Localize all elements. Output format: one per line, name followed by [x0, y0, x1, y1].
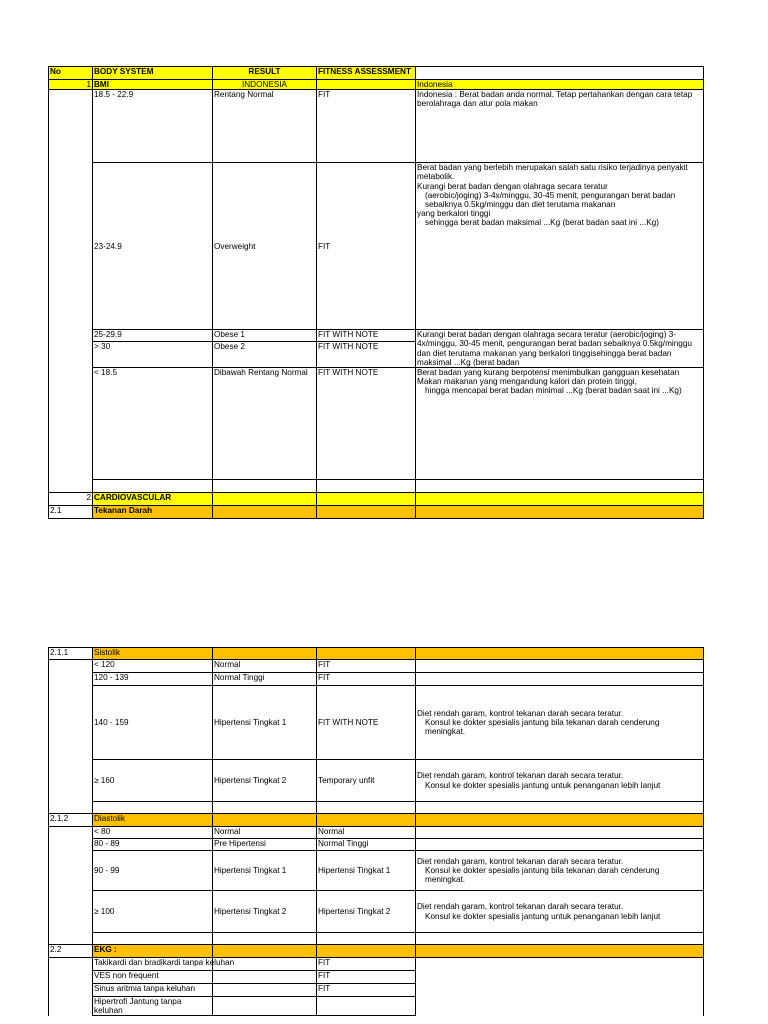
cell-no	[49, 660, 93, 673]
tekanan-title: Tekanan Darah	[93, 506, 213, 519]
note-line: Konsul ke dokter spesialis jantung untuk penanganan lebih lanjut	[425, 780, 661, 790]
cell	[416, 506, 704, 519]
sistolik-result: Hipertensi Tingkat 1	[213, 686, 317, 760]
cell	[213, 802, 317, 814]
ekg-row	[49, 984, 704, 997]
ekg-fit: FIT	[317, 958, 416, 971]
note-line: Konsul ke dokter spesialis jantung bila tekanan darah cenderung	[425, 865, 660, 875]
cell	[213, 971, 317, 984]
note-line: meningkat.	[425, 727, 466, 737]
header-body-system: BODY SYSTEM	[93, 67, 213, 80]
bmi-result: Dibawah Rentang Normal	[213, 368, 317, 480]
cell	[93, 480, 213, 493]
cell-no	[49, 997, 93, 1016]
sistolik-row	[49, 686, 704, 760]
sistolik-range: 140 - 159	[93, 686, 213, 760]
ekg-fit	[317, 997, 416, 1016]
note-line: Berat badan yang berlebih merupakan salah satu risiko terjadinya penyakit metabolik.	[417, 163, 688, 182]
note-line: Kurangi berat badan dengan olahraga secara teratur	[417, 181, 608, 191]
diastolik-result: Hipertensi Tingkat 1	[213, 851, 317, 891]
bmi-note-hdr: Indonesia	[416, 80, 704, 90]
cell	[93, 933, 213, 945]
bmi-range: 18.5 - 22.9	[93, 90, 213, 163]
cell-no	[49, 330, 93, 342]
sistolik-result: Normal Tinggi	[213, 673, 317, 686]
bmi-fit: FIT WITH NOTE	[317, 330, 416, 342]
cell-no	[49, 851, 93, 891]
bmi-range: 25-29.9	[93, 330, 213, 342]
cell	[317, 814, 416, 827]
bmi-fit-hdr	[317, 80, 416, 90]
cell	[416, 958, 704, 971]
bmi-fit: FIT WITH NOTE	[317, 342, 416, 368]
cell-no	[49, 368, 93, 480]
cell	[416, 660, 704, 673]
bmi-result-hdr: INDONESIA	[213, 80, 317, 90]
sistolik-fit: FIT	[317, 673, 416, 686]
cell	[416, 493, 704, 506]
ekg-label: Sinus aritmia tanpa keluhan	[93, 984, 213, 997]
cell	[416, 814, 704, 827]
bmi-fit: FIT WITH NOTE	[317, 368, 416, 480]
header-extra	[416, 67, 704, 80]
sistolik-note	[416, 760, 704, 802]
cell	[49, 802, 93, 814]
note-line: Konsul ke dokter spesialis jantung untuk penanganan lebih lanjut	[425, 911, 661, 921]
bmi-result: Obese 2	[213, 342, 317, 368]
cell-no	[49, 673, 93, 686]
cell	[213, 933, 317, 945]
cell	[416, 673, 704, 686]
sistolik-range: < 120	[93, 660, 213, 673]
bmi-header-row	[49, 80, 704, 90]
bmi-range: > 30	[93, 342, 213, 368]
diastolik-row	[49, 891, 704, 933]
header-no: No	[49, 67, 93, 80]
cell-no	[49, 163, 93, 330]
cell	[213, 648, 317, 660]
cell-no	[49, 958, 93, 971]
tekanan-row	[49, 506, 704, 519]
cell-no	[49, 984, 93, 997]
note-line: hingga mencapai berat badan minimal ...Kg (berat badan saat ini ...Kg)	[425, 386, 682, 396]
diastolik-fit: Normal	[317, 827, 416, 839]
ekg-row	[49, 958, 704, 971]
cell	[317, 802, 416, 814]
cell	[317, 933, 416, 945]
sistolik-result: Normal	[213, 660, 317, 673]
cell-no	[49, 686, 93, 760]
diastolik-no: 2.1.2	[49, 814, 93, 827]
sistolik-row	[49, 760, 704, 802]
bmi-table	[48, 66, 704, 519]
note-line: Diet rendah garam, kontrol tekanan darah secara teratur.	[417, 856, 624, 866]
cell	[317, 648, 416, 660]
sistolik-no: 2.1.1	[49, 648, 93, 660]
diastolik-result: Normal	[213, 827, 317, 839]
ekg-row	[49, 971, 704, 984]
cell	[317, 945, 416, 958]
cell	[416, 984, 704, 997]
diastolik-header-row	[49, 814, 704, 827]
cell	[213, 506, 317, 519]
header-row	[49, 67, 704, 80]
diastolik-range: < 80	[93, 827, 213, 839]
cell	[416, 945, 704, 958]
cell-no	[49, 760, 93, 802]
cell	[213, 945, 317, 958]
sheet-block-2	[48, 647, 703, 1016]
sistolik-fit: FIT	[317, 660, 416, 673]
cell	[213, 493, 317, 506]
ekg-label: Takikardi dan bradikardi tanpa keluhan	[93, 958, 213, 971]
diastolik-fit: Hipertensi Tingkat 2	[317, 891, 416, 933]
diastolik-range: 90 - 99	[93, 851, 213, 891]
note-line: sehingga berat badan maksimal ...Kg (berat badan saat ini ...Kg)	[425, 218, 659, 228]
cell	[416, 648, 704, 660]
bmi-note	[416, 163, 704, 330]
bp-table	[48, 647, 704, 1016]
bmi-result: Rentang Normal	[213, 90, 317, 163]
note-line: Diet rendah garam, kontrol tekanan darah secara teratur.	[417, 902, 624, 912]
cell	[213, 480, 317, 493]
spacer-row	[49, 480, 704, 493]
bmi-fit: FIT	[317, 163, 416, 330]
bmi-fit: FIT	[317, 90, 416, 163]
cell	[416, 802, 704, 814]
bmi-title: BMI	[93, 80, 213, 90]
diastolik-row	[49, 827, 704, 839]
spacer-row	[49, 933, 704, 945]
cell	[49, 480, 93, 493]
cell-no	[49, 891, 93, 933]
bmi-no: 1	[49, 80, 93, 90]
cell-no	[49, 342, 93, 368]
note-line: Diet rendah garam, kontrol tekanan darah secara teratur.	[417, 708, 624, 718]
bmi-row-overweight	[49, 163, 704, 330]
diastolik-row	[49, 839, 704, 851]
note-line: meningkat.	[425, 875, 466, 885]
bmi-note	[416, 368, 704, 480]
sistolik-fit: FIT WITH NOTE	[317, 686, 416, 760]
diastolik-title: Diastolik	[93, 814, 213, 827]
cell	[317, 493, 416, 506]
sheet-block-1	[48, 66, 703, 519]
sistolik-row	[49, 660, 704, 673]
bmi-note: Indonesia : Berat badan anda normal. Tetap pertahankan dengan cara tetap berolahraga dan atur pola makan	[416, 90, 704, 163]
sistolik-range: ≥ 160	[93, 760, 213, 802]
cell-no	[49, 90, 93, 163]
bmi-range: 23-24.9	[93, 163, 213, 330]
diastolik-row	[49, 851, 704, 891]
ekg-label: VES non frequent	[93, 971, 213, 984]
header-result: RESULT	[213, 67, 317, 80]
bmi-note: Kurangi berat badan dengan olahraga secara teratur (aerobic/joging) 3-4x/minggu, 30-45 menit, pengurangan berat badan sebaiknya 0.5kg/minggu dan diet terutama makanan yang berkalori tinggisehingga berat badan maksimal ...Kg (berat badan	[416, 330, 704, 368]
ekg-no: 2.2	[49, 945, 93, 958]
ekg-fit: FIT	[317, 984, 416, 997]
sistolik-title: Sistolik	[93, 648, 213, 660]
diastolik-result: Pre Hipertensi	[213, 839, 317, 851]
cell	[317, 480, 416, 493]
diastolik-note	[416, 851, 704, 891]
cell	[416, 827, 704, 839]
tekanan-no: 2.1	[49, 506, 93, 519]
cell	[416, 997, 704, 1016]
bmi-result: Overweight	[213, 163, 317, 330]
cell	[416, 933, 704, 945]
header-fitness: FITNESS ASSESSMENT	[317, 67, 416, 80]
cell	[416, 480, 704, 493]
sistolik-row	[49, 673, 704, 686]
diastolik-result: Hipertensi Tingkat 2	[213, 891, 317, 933]
sistolik-range: 120 - 139	[93, 673, 213, 686]
cardio-no: 2	[49, 493, 93, 506]
ekg-row	[49, 997, 704, 1016]
bmi-row-underweight	[49, 368, 704, 480]
cell	[213, 814, 317, 827]
sistolik-result: Hipertensi Tingkat 2	[213, 760, 317, 802]
cell-no	[49, 839, 93, 851]
diastolik-range: ≥ 100	[93, 891, 213, 933]
spacer-row	[49, 802, 704, 814]
bmi-row-normal	[49, 90, 704, 163]
diastolik-fit: Hipertensi Tingkat 1	[317, 851, 416, 891]
cardio-row	[49, 493, 704, 506]
sistolik-note	[416, 686, 704, 760]
cardio-title: CARDIOVASCULAR	[93, 493, 213, 506]
note-line: Makan makanan yang mengandung kalori dan protein tinggi,	[417, 377, 637, 387]
note-line: Konsul ke dokter spesialis jantung bila tekanan darah cenderung	[425, 717, 660, 727]
cell	[317, 506, 416, 519]
bmi-result: Obese 1	[213, 330, 317, 342]
cell	[213, 997, 317, 1016]
bmi-range: < 18.5	[93, 368, 213, 480]
note-line: Diet rendah garam, kontrol tekanan darah secara teratur.	[417, 771, 624, 781]
note-line: (aerobic/joging) 3-4x/minggu, 30-45 menit, pengurangan berat badan sebaiknya 0.5kg/minggu dan diet terutama makanan	[425, 190, 676, 210]
cell-no	[49, 971, 93, 984]
ekg-label: Hipertrofi Jantung tanpa keluhan	[93, 997, 213, 1016]
cell	[416, 839, 704, 851]
cell	[213, 984, 317, 997]
sistolik-fit: Temporary unfit	[317, 760, 416, 802]
ekg-title: EKG :	[93, 945, 213, 958]
cell	[416, 971, 704, 984]
diastolik-range: 80 - 89	[93, 839, 213, 851]
cell	[93, 802, 213, 814]
bmi-row-obese1	[49, 330, 704, 342]
sistolik-header-row	[49, 648, 704, 660]
ekg-header-row	[49, 945, 704, 958]
cell	[49, 933, 93, 945]
diastolik-note	[416, 891, 704, 933]
ekg-fit: FIT	[317, 971, 416, 984]
note-line: yang berkalori tinggi	[417, 209, 491, 219]
cell-no	[49, 827, 93, 839]
diastolik-fit: Normal Tinggi	[317, 839, 416, 851]
note-line: Berat badan yang kurang berpotensi menimbulkan gangguan kesehatan	[417, 368, 680, 378]
